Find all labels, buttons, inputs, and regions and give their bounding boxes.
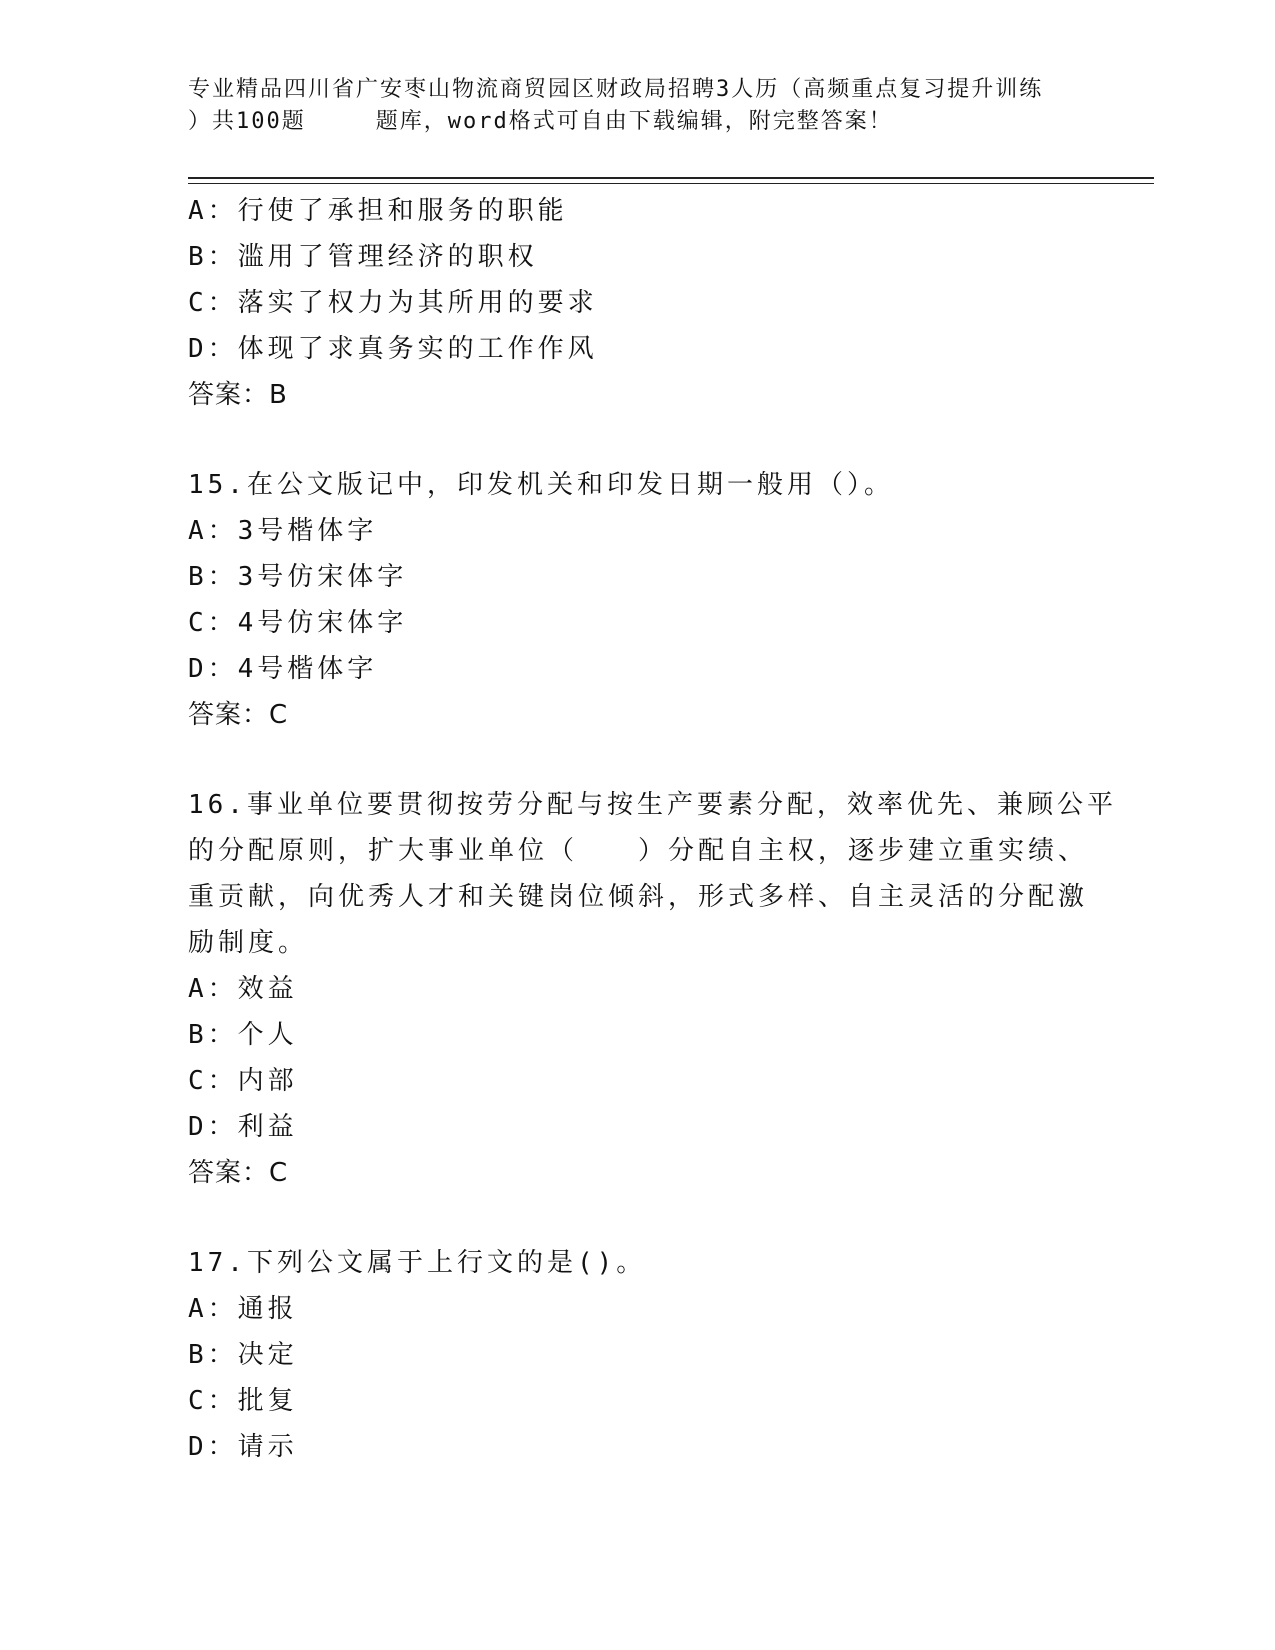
answer: 答案：B bbox=[188, 380, 288, 410]
question-14 bbox=[188, 188, 1088, 418]
option-b: B：个人 bbox=[188, 1020, 298, 1050]
option-c: C：内部 bbox=[188, 1066, 298, 1096]
option-d: D：请示 bbox=[188, 1432, 298, 1462]
answer: 答案：C bbox=[188, 1158, 289, 1188]
question-16 bbox=[188, 782, 1117, 1196]
answer: 答案：C bbox=[188, 700, 289, 730]
option-a: A：行使了承担和服务的职能 bbox=[188, 196, 568, 226]
question-text: 15.在公文版记中，印发机关和印发日期一般用（）。 bbox=[188, 470, 894, 500]
header-divider-thick bbox=[188, 177, 1154, 179]
option-a: A：效益 bbox=[188, 974, 298, 1004]
header-line-2 bbox=[188, 106, 1088, 138]
option-d: D：体现了求真务实的工作作风 bbox=[188, 334, 598, 364]
option-a: A：3号楷体字 bbox=[188, 516, 378, 546]
question-text-line-2: 的分配原则，扩大事业单位（ ）分配自主权，逐步建立重实绩、 bbox=[188, 836, 1089, 866]
question-text-line-3: 重贡献，向优秀人才和关键岗位倾斜，形式多样、自主灵活的分配激 bbox=[188, 882, 1089, 912]
question-text-line-1: 16.事业单位要贯彻按劳分配与按生产要素分配，效率优先、兼顾公平 bbox=[188, 790, 1117, 820]
option-b: B：滥用了管理经济的职权 bbox=[188, 242, 538, 272]
option-b: B：决定 bbox=[188, 1340, 298, 1370]
option-d: D：利益 bbox=[188, 1112, 298, 1142]
question-text: 17.下列公文属于上行文的是()。 bbox=[188, 1248, 647, 1278]
header-divider-thin bbox=[188, 183, 1154, 184]
header-line-1: 专业精品四川省广安枣山物流商贸园区财政局招聘3人历（高频重点复习提升训练 bbox=[188, 77, 1044, 102]
document-body bbox=[188, 188, 1117, 1470]
header-line-2a: ）共100题 bbox=[188, 109, 306, 134]
option-d: D：4号楷体字 bbox=[188, 654, 378, 684]
header-line-2b: 题库，word格式可自由下载编辑，附完整答案！ bbox=[375, 109, 893, 134]
option-c: C：落实了权力为其所用的要求 bbox=[188, 288, 598, 318]
document-header bbox=[188, 74, 1088, 138]
option-a: A：通报 bbox=[188, 1294, 298, 1324]
option-b: B：3号仿宋体字 bbox=[188, 562, 408, 592]
question-text-line-4: 励制度。 bbox=[188, 928, 309, 958]
option-c: C：4号仿宋体字 bbox=[188, 608, 408, 638]
question-17 bbox=[188, 1240, 1088, 1470]
question-15 bbox=[188, 462, 1088, 738]
option-c: C：批复 bbox=[188, 1386, 298, 1416]
